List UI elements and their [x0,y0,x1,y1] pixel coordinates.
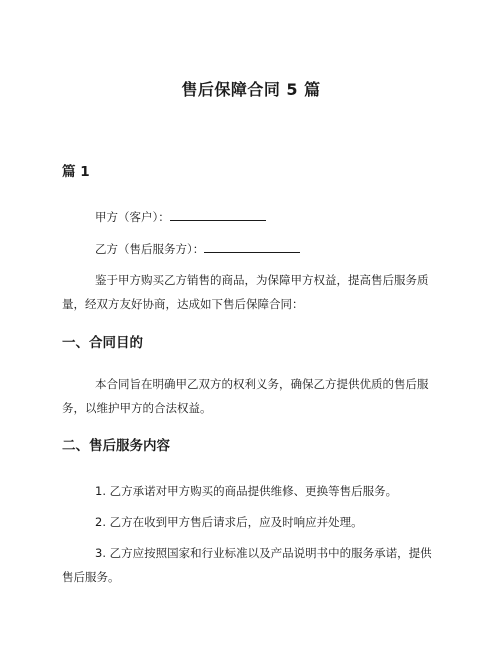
party-a-field [95,208,266,225]
clause-1-heading: 一、合同目的 [62,335,143,351]
party-b-label: 乙方（售后服务方）： [95,242,205,256]
party-a-blank [170,208,266,221]
party-b-blank [204,240,300,253]
list-item: 1. 乙方承诺对甲方购买的商品提供维修、更换等售后服务。 [95,484,398,498]
section-heading-1: 篇 1 [62,164,90,180]
party-b-field [95,240,300,257]
list-item: 2. 乙方在收到甲方售后请求后，应及时响应并处理。 [95,515,363,529]
intro-paragraph: 鉴于甲方购买乙方销售的商品，为保障甲方权益，提高售后服务质量，经双方友好协商，达成如下售后保障合同： [62,273,429,311]
document-title: 售后保障合同 5 篇 [181,80,321,99]
clause-2-heading: 二、售后服务内容 [62,438,170,454]
list-item: 3. 乙方应按照国家和行业标准以及产品说明书中的服务承诺，提供售后服务。 [62,546,432,584]
party-a-label: 甲方（客户）： [95,210,170,224]
clause-1-body: 本合同旨在明确甲乙双方的权利义务，确保乙方提供优质的售后服务，以维护甲方的合法权益。 [62,377,429,415]
